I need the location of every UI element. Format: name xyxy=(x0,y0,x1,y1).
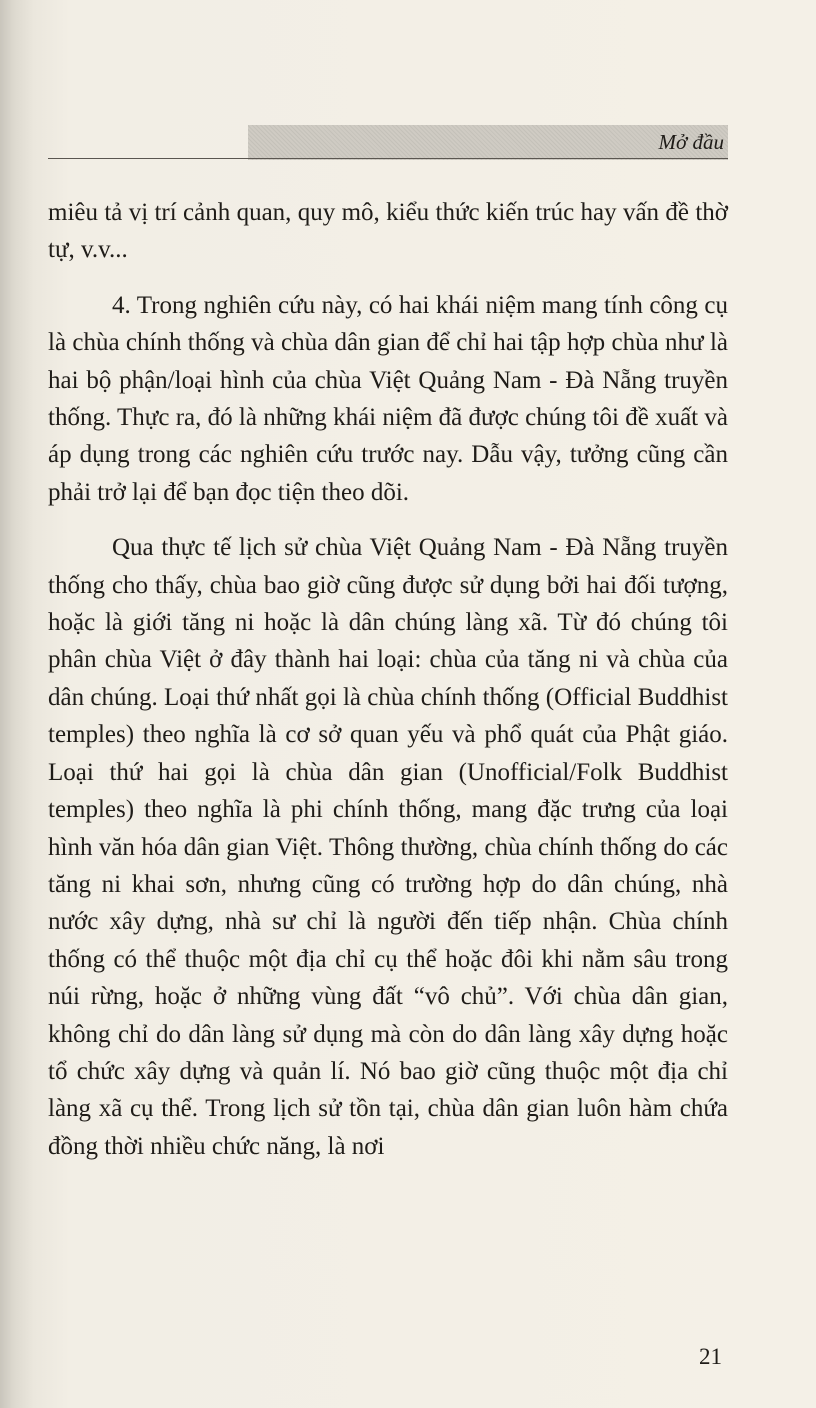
page-number: 21 xyxy=(699,1344,722,1369)
paragraph-continuation: miêu tả vị trí cảnh quan, quy mô, kiểu thức kiến trúc hay vấn đề thờ tự, v.v... xyxy=(48,199,728,264)
paragraph-gap xyxy=(48,511,728,529)
running-header-band xyxy=(248,125,728,160)
running-header-title: Mở đầu xyxy=(658,130,724,154)
paragraph-temple-types: Qua thực tế lịch sử chùa Việt Quảng Nam - Đà Nẵng truyền thống cho thấy, chùa bao giờ cũng được sử dụng bởi hai đối tượng, hoặc là giới tăng ni hoặc là dân chúng làng xã. Từ đó chúng tôi phân chùa Việt ở đây thành hai loại: chùa của tăng ni và chùa của dân chúng. Loại thứ nhất gọi là chùa chính thống (Official Buddhist temples) theo nghĩa là cơ sở quan yếu và phổ quát của Phật giáo. Loại thứ hai gọi là chùa dân gian (Unofficial/Folk Buddhist temples) theo nghĩa là phi chính thống, mang đặc trưng của loại hình văn hóa dân gian Việt. Thông thường, chùa chính thống do các tăng ni khai sơn, nhưng cũng có trường hợp do dân chúng, nhà nước xây dựng, nhà sư chỉ là người đến tiếp nhận. Chùa chính thống có thể thuộc một địa chỉ cụ thể hoặc đôi khi nằm sâu trong núi rừng, hoặc ở những vùng đất “vô chủ”. Với chùa dân gian, không chỉ do dân làng sử dụng mà còn do dân làng xây dựng hoặc tổ chức xây dựng và quản lí. Nó bao giờ cũng thuộc một địa chỉ làng xã cụ thể. Trong lịch sử tồn tại, chùa dân gian luôn hàm chứa đồng thời nhiều chức năng, là nơi xyxy=(48,534,728,1160)
header-rule xyxy=(48,158,728,159)
body-text xyxy=(48,194,728,1165)
paragraph-section-4: 4. Trong nghiên cứu này, có hai khái niệm mang tính công cụ là chùa chính thống và chùa dân gian để chỉ hai tập hợp chùa như là hai bộ phận/loại hình của chùa Việt Quảng Nam - Đà Nẵng truyền thống. Thực ra, đó là những khái niệm đã được chúng tôi đề xuất và áp dụng trong các nghiên cứu trước nay. Dẫu vậy, tưởng cũng cần phải trở lại để bạn đọc tiện theo dõi. xyxy=(48,291,728,506)
paragraph-gap xyxy=(48,269,728,287)
